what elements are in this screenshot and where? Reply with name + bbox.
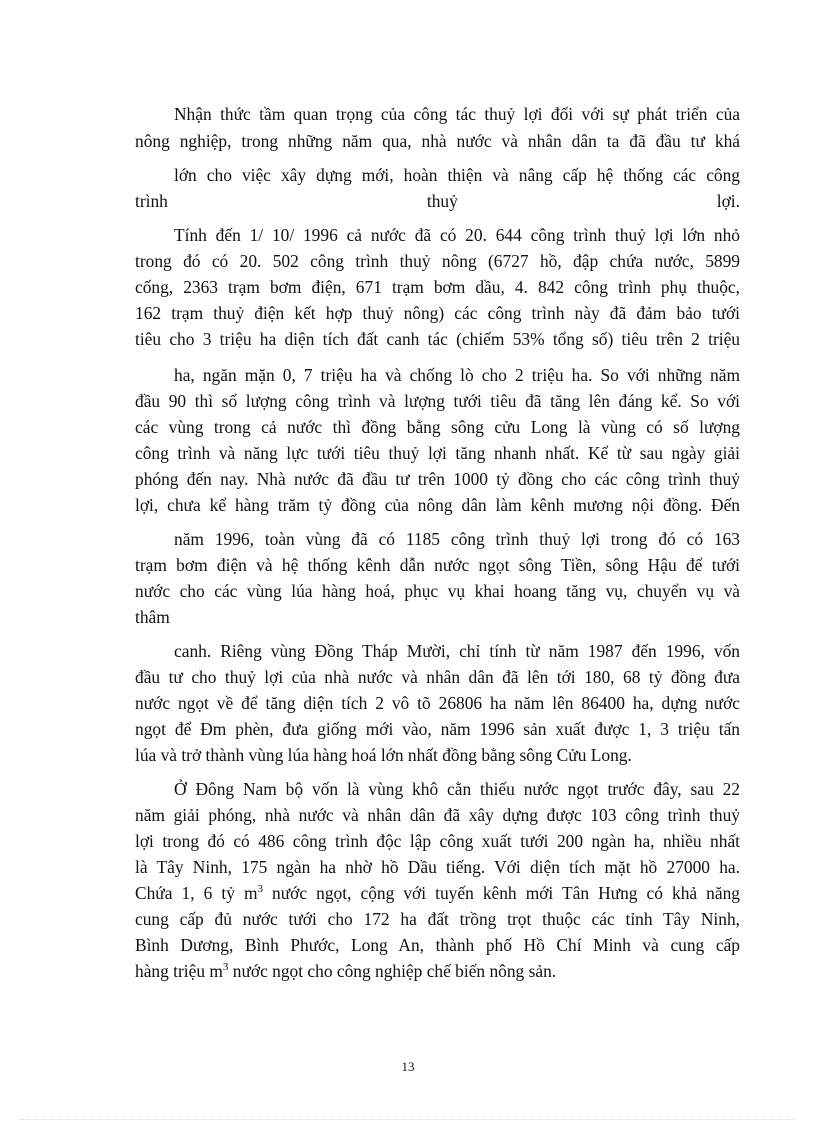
text-line: công trình và năng lực tưới tiêu thuỷ lợi tăng nhanh nhất. Kể từ sau ngày giải: [135, 443, 740, 463]
text-word: trình: [135, 191, 168, 211]
text-line: phóng đến nay. Nhà nước đã đầu tư trên 1000 tỷ đồng cho các công trình thuỷ: [135, 469, 740, 489]
text-line: lớn cho việc xây dựng mới, hoàn thiện và nâng cấp hệ thống các công: [174, 165, 740, 185]
text-line: [135, 190, 740, 212]
text-line: cung cấp đủ nước tưới cho 172 ha đất trồng trọt thuộc các tỉnh Tây Ninh,: [135, 909, 740, 929]
text-line: tiêu cho 3 triệu ha diện tích đất canh tác (chiếm 53% tổng số) tiêu trên 2 triệu: [135, 329, 740, 349]
text-line: là Tây Ninh, 175 ngàn ha nhờ hồ Dầu tiếng. Với diện tích mặt hồ 27000 ha.: [135, 857, 740, 877]
text-line: đầu 90 thì số lượng công trình và lượng tưới tiêu đã tăng lên đáng kể. So với: [135, 391, 740, 411]
text-line: năm giải phóng, nhà nước và nhân dân đã xây dựng được 103 công trình thuỷ: [135, 805, 740, 825]
text-line: nông nghiệp, trong những năm qua, nhà nước và nhân dân ta đã đầu tư khá: [135, 131, 740, 151]
page-number: 13: [401, 1059, 415, 1074]
text-word: thuỷ: [426, 191, 458, 211]
text-line: Tính đến 1/ 10/ 1996 cả nước đã có 20. 644 công trình thuỷ lợi lớn nhỏ: [174, 225, 740, 245]
text-line: lợi trong đó có 486 công trình độc lập công xuất tưới 200 ngàn ha, nhiều nhất: [135, 831, 740, 851]
text-line: [135, 960, 556, 982]
text-segment: nước ngọt cho công nghiệp chế biến nông sản.: [228, 961, 557, 981]
text-line: thâm: [135, 607, 170, 627]
text-word: lợi.: [716, 191, 740, 211]
superscript: 3: [257, 883, 263, 896]
superscript: 3: [222, 961, 229, 974]
text-line: Nhận thức tầm quan trọng của công tác thuỷ lợi đối với sự phát triển của: [174, 104, 740, 124]
text-segment: nước ngọt, cộng với tuyến kênh mới Tân Hưng có khả năng: [262, 883, 740, 903]
text-line: nước cho các vùng lúa hàng hoá, phục vụ khai hoang tăng vụ, chuyển vụ và: [135, 581, 740, 601]
text-line: Bình Dương, Bình Phước, Long An, thành phố Hồ Chí Minh và cung cấp: [135, 935, 740, 955]
page-bottom-rule: [20, 1119, 796, 1120]
text-segment: hàng triệu m: [135, 961, 223, 981]
text-line: 162 trạm thuỷ điện kết hợp thuỷ nông) các công trình này đã đảm bảo tưới: [135, 303, 740, 323]
text-line: lúa và trở thành vùng lúa hàng hoá lớn nhất đồng bằng sông Cửu Long.: [135, 745, 632, 765]
text-line: Ở Đông Nam bộ vốn là vùng khô cằn thiếu nước ngọt trước đây, sau 22: [174, 779, 740, 799]
text-line: trạm bơm điện và hệ thống kênh dẫn nước ngọt sông Tiền, sông Hậu để tưới: [135, 555, 740, 575]
text-line: lợi, chưa kể hàng trăm tỷ đồng của nông dân làm kênh mương nội đồng. Đến: [135, 495, 740, 515]
text-line: [135, 882, 740, 904]
text-segment: Chứa 1, 6 tỷ m: [135, 883, 258, 903]
text-line: ha, ngăn mặn 0, 7 triệu ha và chống lò cho 2 triệu ha. So với những năm: [174, 365, 740, 385]
text-line: năm 1996, toàn vùng đã có 1185 công trình thuỷ lợi trong đó có 163: [174, 529, 740, 549]
text-line: canh. Riêng vùng Đồng Tháp Mười, chỉ tính từ năm 1987 đến 1996, vốn: [174, 641, 740, 661]
text-line: ngọt để Đm phèn, đưa giống mới vào, năm 1996 sản xuất được 1, 3 triệu tấn: [135, 719, 740, 739]
text-line: cống, 2363 trạm bơm điện, 671 trạm bơm dầu, 4. 842 công trình phụ thuộc,: [135, 277, 740, 297]
text-line: trong đó có 20. 502 công trình thuỷ nông (6727 hồ, đập chứa nước, 5899: [135, 251, 740, 271]
text-line: nước ngọt về để tăng diện tích 2 vô tõ 26806 ha năm lên 86400 ha, dựng nước: [135, 693, 740, 713]
text-line: đầu tư cho thuỷ lợi của nhà nước và nhân dân đã lên tới 180, 68 tỷ đồng đưa: [135, 667, 740, 687]
text-line: các vùng trong cả nước thì đồng bằng sông cửu Long là vùng có số lượng: [135, 417, 740, 437]
